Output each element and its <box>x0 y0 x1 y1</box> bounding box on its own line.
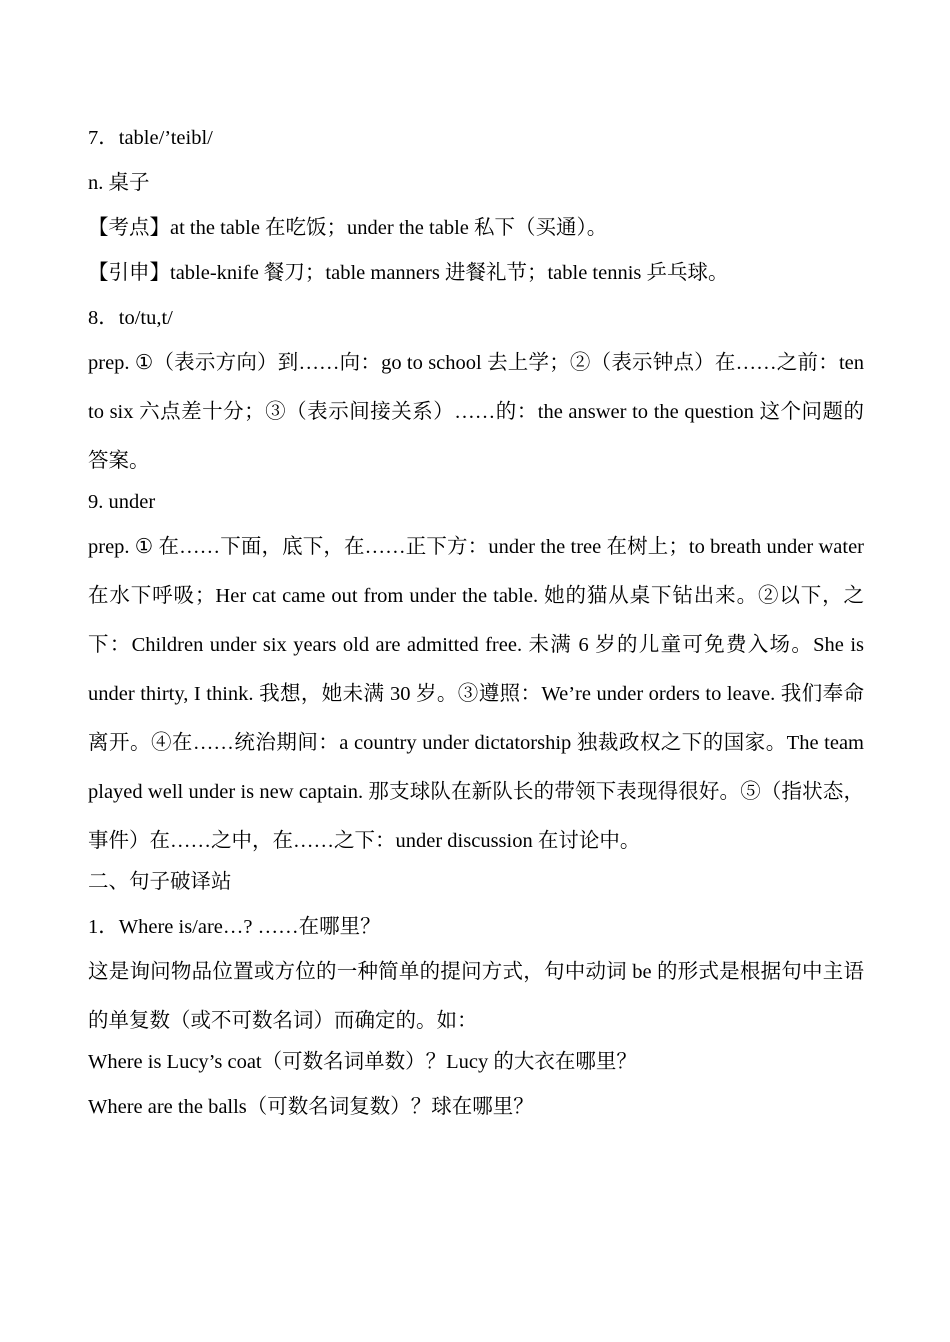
entry-heading-to: 8．to/tu,t/ <box>88 307 173 329</box>
entry-definition-to: prep. ①（表示方向）到……向：go to school 去上学；②（表示钟点）在……之前：ten to six 六点差十分；③（表示间接关系）……的：the answer to the question 这个问题的答案。 <box>88 352 864 472</box>
document-page <box>88 118 864 1132</box>
entry-definition-under: prep. ① 在……下面，底下，在……正下方：under the tree 在树上；to breath under water 在水下呼吸；Her cat came out from under the table. 她的猫从桌下钻出来。②以下，之下：Children under six years old are admitted free. 未满 6 岁的儿童可免费入场。She is under thirty, I think. 我想，她未满 30 岁。③遵照：We’re under orders to leave. 我们奉命离开。④在……统治期间：a country under dictatorship 独裁政权之下的国家。The team played well under is new captain. 那支球队在新队长的带领下表现得很好。⑤（指状态，事件）在……之中，在……之下：under discussion 在讨论中。 <box>88 536 864 852</box>
example-sentence-singular: Where is Lucy’s coat（可数名词单数）？Lucy 的大衣在哪里？ <box>88 1051 637 1073</box>
sentence-heading-where: 1．Where is/are…? ……在哪里？ <box>88 916 381 938</box>
entry-heading-table: 7．table/’teibl/ <box>88 127 213 149</box>
entry-yinshen-table: 【引申】table-knife 餐刀；table manners 进餐礼节；table tennis 乒乓球。 <box>88 262 729 284</box>
entry-kaodian-table: 【考点】at the table 在吃饭；under the table 私下（买通）。 <box>88 217 608 239</box>
sentence-explanation-where: 这是询问物品位置或方位的一种简单的提问方式，句中动词 be 的形式是根据句中主语的单复数（或不可数名词）而确定的。如： <box>88 961 864 1032</box>
example-sentence-plural: Where are the balls（可数名词复数）？球在哪里？ <box>88 1096 534 1118</box>
entry-definition-table: n. 桌子 <box>88 172 150 194</box>
section-heading-sentences: 二、句子破译站 <box>88 871 232 893</box>
entry-heading-under: 9. under <box>88 491 156 513</box>
